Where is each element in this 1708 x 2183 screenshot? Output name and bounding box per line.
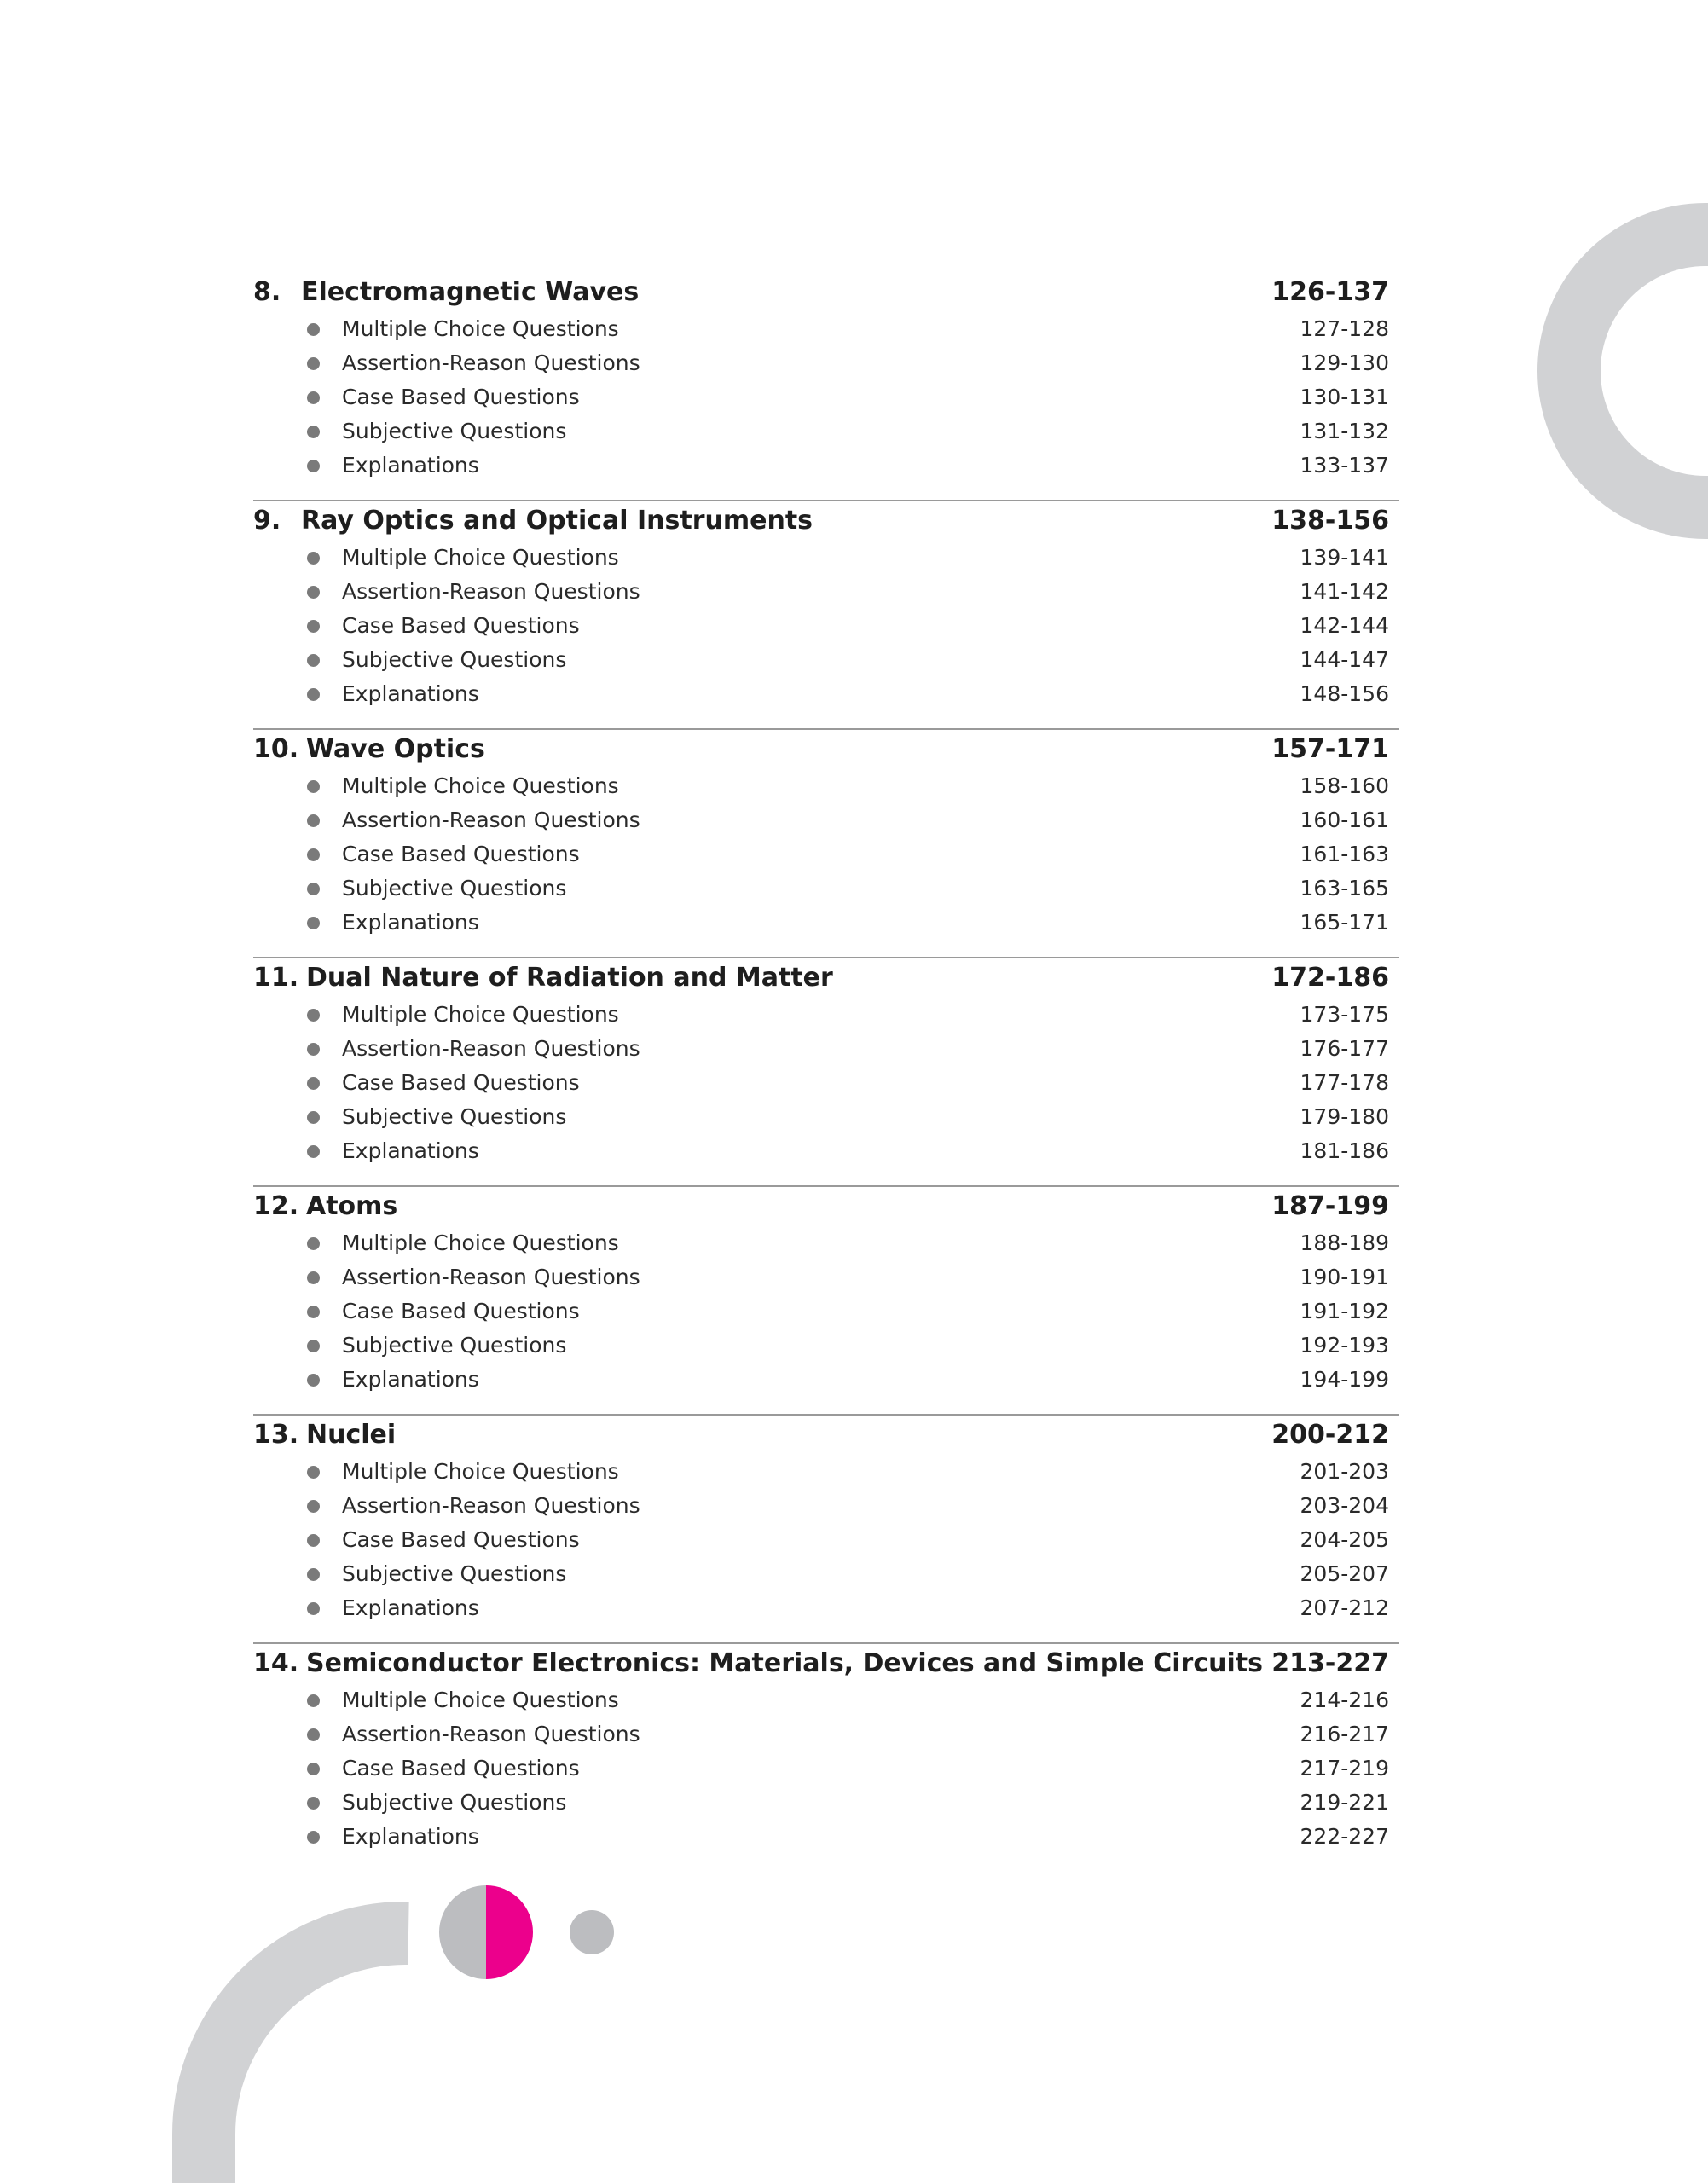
chapter-number: 14.: [253, 1648, 299, 1678]
toc-item-pages: 194-199: [1300, 1367, 1389, 1392]
toc-item[interactable]: [253, 1363, 1399, 1397]
toc-item[interactable]: [253, 312, 1399, 346]
toc-item-label: Explanations: [342, 1595, 479, 1620]
chapter-number: 12.: [253, 1191, 299, 1221]
bullet-icon: [307, 552, 320, 565]
toc-item-pages: 188-189: [1300, 1230, 1389, 1255]
toc-item-label: Explanations: [342, 681, 479, 706]
toc-item-pages: 201-203: [1300, 1459, 1389, 1484]
toc-item[interactable]: [253, 1489, 1399, 1523]
toc-item-label: Assertion-Reason Questions: [342, 808, 640, 832]
toc-item-label: Subjective Questions: [342, 1104, 567, 1129]
toc-item[interactable]: [253, 1786, 1399, 1820]
bullet-icon: [307, 688, 320, 701]
bullet-icon: [307, 1340, 320, 1352]
chapter-title: Dual Nature of Radiation and Matter: [306, 963, 833, 993]
toc-item-label: Subjective Questions: [342, 1790, 567, 1815]
bullet-icon: [307, 1374, 320, 1387]
toc-item[interactable]: [253, 1717, 1399, 1752]
bullet-icon: [307, 814, 320, 827]
bullet-icon: [307, 1043, 320, 1056]
chapter-heading[interactable]: [253, 1644, 1399, 1683]
toc-item[interactable]: [253, 1226, 1399, 1260]
chapter-page-range: 200-212: [1271, 1420, 1389, 1450]
toc-item-pages: 179-180: [1300, 1104, 1389, 1129]
bullet-icon: [307, 391, 320, 404]
chapter-page-range: 172-186: [1271, 963, 1389, 993]
chapter-heading[interactable]: [253, 273, 1399, 312]
small-dot: [570, 1910, 614, 1954]
ring-arc-bottom-left: [204, 1933, 408, 2183]
half-circle-grey: [439, 1885, 486, 1979]
chapter-section: [253, 1187, 1399, 1416]
toc-item-pages: 216-217: [1300, 1722, 1389, 1746]
toc-item[interactable]: [253, 1134, 1399, 1168]
toc-item-pages: 176-177: [1300, 1036, 1389, 1061]
toc-item-pages: 222-227: [1300, 1824, 1389, 1849]
chapter-section: [253, 273, 1399, 501]
chapter-number: 13.: [253, 1420, 299, 1450]
toc-item-label: Multiple Choice Questions: [342, 316, 619, 341]
toc-item[interactable]: [253, 998, 1399, 1032]
toc-item[interactable]: [253, 541, 1399, 575]
chapter-section: [253, 1416, 1399, 1644]
toc-item-label: Multiple Choice Questions: [342, 1459, 619, 1484]
toc-item[interactable]: [253, 803, 1399, 837]
bullet-icon: [307, 1797, 320, 1810]
toc-item-pages: 204-205: [1300, 1527, 1389, 1552]
toc-item-pages: 131-132: [1300, 419, 1389, 443]
ring-arc-top-right: [1569, 235, 1708, 507]
toc-item-pages: 133-137: [1300, 453, 1389, 478]
toc-item[interactable]: [253, 1100, 1399, 1134]
bullet-icon: [307, 1694, 320, 1707]
bullet-icon: [307, 1500, 320, 1513]
toc-item-pages: 139-141: [1300, 545, 1389, 570]
toc-item[interactable]: [253, 449, 1399, 483]
toc-item-pages: 203-204: [1300, 1493, 1389, 1518]
toc-item-label: Assertion-Reason Questions: [342, 1265, 640, 1289]
toc-item-label: Explanations: [342, 1824, 479, 1849]
toc-item[interactable]: [253, 871, 1399, 906]
toc-item[interactable]: [253, 1523, 1399, 1557]
bullet-icon: [307, 357, 320, 370]
toc-item-pages: 127-128: [1300, 316, 1389, 341]
toc-item[interactable]: [253, 837, 1399, 871]
chapter-heading[interactable]: [253, 958, 1399, 998]
toc-item-label: Explanations: [342, 1367, 479, 1392]
toc-item-pages: 181-186: [1300, 1138, 1389, 1163]
toc-item-pages: 160-161: [1300, 808, 1389, 832]
toc-item-label: Subjective Questions: [342, 1561, 567, 1586]
chapter-number: 10.: [253, 734, 299, 764]
bullet-icon: [307, 1534, 320, 1547]
chapter-title: Wave Optics: [306, 734, 485, 764]
toc-item[interactable]: [253, 1032, 1399, 1066]
half-circle-magenta: [486, 1885, 533, 1979]
toc-item-pages: 192-193: [1300, 1333, 1389, 1358]
toc-item-label: Multiple Choice Questions: [342, 545, 619, 570]
toc-item-label: Multiple Choice Questions: [342, 1688, 619, 1712]
toc-item-pages: 142-144: [1300, 613, 1389, 638]
bullet-icon: [307, 1831, 320, 1844]
bullet-icon: [307, 1728, 320, 1741]
toc-item-label: Case Based Questions: [342, 385, 580, 409]
toc-item-label: Subjective Questions: [342, 876, 567, 900]
bullet-icon: [307, 1602, 320, 1615]
toc-item[interactable]: [253, 677, 1399, 711]
chapter-heading[interactable]: [253, 1416, 1399, 1455]
toc-item-label: Subjective Questions: [342, 1333, 567, 1358]
chapter-title: Semiconductor Electronics: Materials, Devices and Simple Circuits: [306, 1648, 1263, 1678]
toc-item-label: Explanations: [342, 1138, 479, 1163]
toc-item-pages: 177-178: [1300, 1070, 1389, 1095]
toc-item[interactable]: [253, 1591, 1399, 1625]
toc-item-label: Assertion-Reason Questions: [342, 1493, 640, 1518]
bullet-icon: [307, 780, 320, 793]
toc-item[interactable]: [253, 1455, 1399, 1489]
chapter-page-range: 187-199: [1271, 1191, 1389, 1221]
bullet-icon: [307, 1271, 320, 1284]
toc-item-pages: 129-130: [1300, 350, 1389, 375]
toc-item-pages: 217-219: [1300, 1756, 1389, 1781]
toc-item[interactable]: [253, 1294, 1399, 1329]
chapter-heading[interactable]: [253, 501, 1399, 541]
chapter-page-range: 138-156: [1271, 506, 1389, 536]
chapter-page-range: 157-171: [1271, 734, 1389, 764]
bullet-icon: [307, 426, 320, 438]
toc-item-pages: 163-165: [1300, 876, 1389, 900]
toc-item-label: Explanations: [342, 453, 479, 478]
toc-item[interactable]: [253, 346, 1399, 380]
bullet-icon: [307, 848, 320, 861]
toc-item-label: Case Based Questions: [342, 1756, 580, 1781]
toc-item-label: Multiple Choice Questions: [342, 1002, 619, 1027]
chapter-title: Electromagnetic Waves: [301, 277, 640, 307]
toc-item[interactable]: [253, 1260, 1399, 1294]
toc-item-pages: 214-216: [1300, 1688, 1389, 1712]
bullet-icon: [307, 1077, 320, 1090]
bullet-icon: [307, 1763, 320, 1775]
toc-item-label: Multiple Choice Questions: [342, 1230, 619, 1255]
bullet-icon: [307, 1237, 320, 1250]
chapter-title: Nuclei: [306, 1420, 397, 1450]
toc-item-pages: 190-191: [1300, 1265, 1389, 1289]
bullet-icon: [307, 1306, 320, 1318]
toc-item[interactable]: [253, 414, 1399, 449]
toc-item-pages: 141-142: [1300, 579, 1389, 604]
toc-item[interactable]: [253, 906, 1399, 940]
chapter-heading[interactable]: [253, 1187, 1399, 1226]
toc-item[interactable]: [253, 1557, 1399, 1591]
toc-item-pages: 173-175: [1300, 1002, 1389, 1027]
toc-item[interactable]: [253, 1683, 1399, 1717]
toc-item-label: Case Based Questions: [342, 613, 580, 638]
chapter-title: Atoms: [306, 1191, 398, 1221]
toc-item-label: Subjective Questions: [342, 419, 567, 443]
bullet-icon: [307, 1466, 320, 1479]
bullet-icon: [307, 1568, 320, 1581]
toc-item-pages: 191-192: [1300, 1299, 1389, 1323]
chapter-title: Ray Optics and Optical Instruments: [301, 506, 813, 536]
chapter-number: 9.: [253, 506, 281, 536]
toc-item-pages: 165-171: [1300, 910, 1389, 935]
toc-item-label: Subjective Questions: [342, 647, 567, 672]
chapter-number: 8.: [253, 277, 281, 307]
toc-item-label: Case Based Questions: [342, 1299, 580, 1323]
chapter-section: [253, 501, 1399, 730]
chapter-number: 11.: [253, 963, 299, 993]
toc-item-label: Case Based Questions: [342, 842, 580, 866]
toc-item[interactable]: [253, 769, 1399, 803]
toc-item-label: Assertion-Reason Questions: [342, 579, 640, 604]
toc-item-pages: 148-156: [1300, 681, 1389, 706]
bullet-icon: [307, 1111, 320, 1124]
chapter-page-range: 126-137: [1271, 277, 1389, 307]
toc-item-label: Case Based Questions: [342, 1527, 580, 1552]
bullet-icon: [307, 1145, 320, 1158]
toc-item-pages: 205-207: [1300, 1561, 1389, 1586]
toc-item-label: Explanations: [342, 910, 479, 935]
toc-item-pages: 144-147: [1300, 647, 1389, 672]
toc-item-label: Assertion-Reason Questions: [342, 1722, 640, 1746]
toc-item[interactable]: [253, 1329, 1399, 1363]
toc-item[interactable]: [253, 1752, 1399, 1786]
toc-item[interactable]: [253, 1820, 1399, 1854]
toc-item[interactable]: [253, 575, 1399, 609]
toc-item-label: Multiple Choice Questions: [342, 773, 619, 798]
toc-item[interactable]: [253, 1066, 1399, 1100]
toc-item[interactable]: [253, 380, 1399, 414]
bullet-icon: [307, 460, 320, 472]
toc-item-pages: 130-131: [1300, 385, 1389, 409]
bullet-icon: [307, 883, 320, 895]
toc-item-label: Assertion-Reason Questions: [342, 1036, 640, 1061]
bullet-icon: [307, 323, 320, 336]
bullet-icon: [307, 1009, 320, 1022]
chapter-page-range: 213-227: [1271, 1648, 1389, 1678]
toc-item-pages: 219-221: [1300, 1790, 1389, 1815]
chapter-section: [253, 1644, 1399, 1873]
bullet-icon: [307, 586, 320, 599]
toc-item-pages: 161-163: [1300, 842, 1389, 866]
toc-item-label: Case Based Questions: [342, 1070, 580, 1095]
bullet-icon: [307, 917, 320, 929]
chapter-section: [253, 730, 1399, 958]
bullet-icon: [307, 654, 320, 667]
toc-item-pages: 158-160: [1300, 773, 1389, 798]
chapter-heading[interactable]: [253, 730, 1399, 769]
toc-item-pages: 207-212: [1300, 1595, 1389, 1620]
chapter-section: [253, 958, 1399, 1187]
bullet-icon: [307, 620, 320, 633]
toc-item-label: Assertion-Reason Questions: [342, 350, 640, 375]
toc-item[interactable]: [253, 609, 1399, 643]
toc-item[interactable]: [253, 643, 1399, 677]
